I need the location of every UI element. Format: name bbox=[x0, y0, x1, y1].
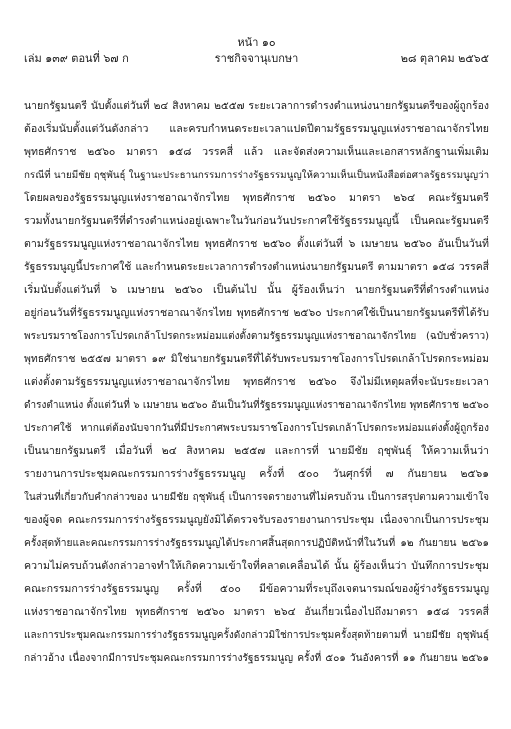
text-line: กล่าวอ้าง เนื่องจากมีการประชุมคณะกรรมการร่างรัฐธรรมนูญ ครั้งที่ ๕๐๑ วันอังคารที่ ๑๑ กันยายน ๒๕๖๑ bbox=[24, 653, 489, 664]
text-line: เริ่มนับตั้งแต่วันที่ ๖ เมษายน ๒๕๖๐ เป็นต้นไป นั้น ผู้ร้องเห็นว่า นายกรัฐมนตรีที่ดำรงตำแหน่ง bbox=[24, 284, 489, 296]
volume-issue: เล่ม ๑๓๙ ตอนที่ ๖๗ ก bbox=[24, 52, 129, 65]
text-line: นายกรัฐมนตรี นับตั้งแต่วันที่ ๒๔ สิงหาคม ๒๕๕๗ ระยะเวลาการดำรงตำแหน่งนายกรัฐมนตรีของผู้ถูกร้อง bbox=[24, 100, 489, 112]
header-row bbox=[24, 51, 489, 66]
page-number: หน้า ๑๐ bbox=[237, 36, 276, 49]
text-line: ของผู้จด คณะกรรมการร่างรัฐธรรมนูญยังมิได้ตรวจรับรองรายงานการประชุม เนื่องจากเป็นการประชุม bbox=[24, 514, 489, 526]
text-line: อยู่ก่อนวันที่รัฐธรรมนูญแห่งราชอาณาจักรไทย พุทธศักราช ๒๕๖๐ ประกาศใช้เป็นนายกรัฐมนตรีที่ได้รับ bbox=[24, 307, 489, 319]
text-line: รวมทั้งนายกรัฐมนตรีที่ดำรงตำแหน่งอยู่เฉพาะในวันก่อนวันประกาศใช้รัฐธรรมนูญนี้ เป็นคณะรัฐมนตรี bbox=[24, 215, 489, 227]
text-line: ดำรงตำแหน่ง ตั้งแต่วันที่ ๖ เมษายน ๒๕๖๐ อันเป็นวันที่รัฐธรรมนูญแห่งราชอาณาจักรไทย พุทธศักราช ๒๕๖๐ bbox=[24, 400, 489, 411]
text-line: ตามรัฐธรรมนูญแห่งราชอาณาจักรไทย พุทธศักราช ๒๕๖๐ ตั้งแต่วันที่ ๖ เมษายน ๒๕๖๐ อันเป็นวันที่ bbox=[24, 238, 489, 250]
body-text bbox=[24, 95, 489, 670]
page-header bbox=[24, 36, 489, 70]
publication-date: ๒๘ ตุลาคม ๒๕๖๕ bbox=[400, 52, 489, 65]
text-line: โดยผลของรัฐธรรมนูญแห่งราชอาณาจักรไทย พุทธศักราช ๒๕๖๐ มาตรา ๒๖๔ คณะรัฐมนตรี bbox=[24, 192, 489, 204]
text-line: ต้องเริ่มนับตั้งแต่วันดังกล่าว และครบกำหนดระยะเวลาแปดปีตามรัฐธรรมนูญแห่งราชอาณาจักรไทย bbox=[24, 123, 489, 135]
text-line: พุทธศักราช ๒๕๖๐ มาตรา ๑๕๘ วรรคสี่ แล้ว และจัดส่งความเห็นและเอกสารหลักฐานเพิ่มเติม bbox=[24, 146, 489, 158]
text-line: รายงานการประชุมคณะกรรมการร่างรัฐธรรมนูญ ครั้งที่ ๕๐๐ วันศุกร์ที่ ๗ กันยายน ๒๕๖๑ bbox=[24, 468, 489, 480]
text-line: ในส่วนที่เกี่ยวกับคำกล่าวของ นายมีชัย ฤชุพันธุ์ เป็นการจดรายงานที่ไม่ครบถ้วน เป็นการสรุปตามความเข้าใจ bbox=[24, 492, 489, 503]
text-line: เป็นนายกรัฐมนตรี เมื่อวันที่ ๒๔ สิงหาคม ๒๕๕๗ และการที่ นายมีชัย ฤชุพันธุ์ ให้ความเห็นว่า bbox=[24, 445, 489, 457]
text-line: คณะกรรมการร่างรัฐธรรมนูญ ครั้งที่ ๕๐๐ มีข้อความที่ระบุถึงเจตนารมณ์ของผู้ร่างรัฐธรรมนูญ bbox=[24, 583, 489, 595]
text-line: และการประชุมคณะกรรมการร่างรัฐธรรมนูญครั้งดังกล่าวมิใช่การประชุมครั้งสุดท้ายตามที่ นายมีชัย ฤชุพันธุ์ bbox=[24, 630, 489, 641]
text-line: ประกาศใช้ หากแต่ต้องนับจากวันที่มีประกาศพระบรมราชโองการโปรดเกล้าโปรดกระหม่อมแต่งตั้งผู้ถูกร้อง bbox=[24, 423, 489, 434]
text-line: ความไม่ครบถ้วนดังกล่าวอาจทำให้เกิดความเข้าใจที่คลาดเคลื่อนได้ นั้น ผู้ร้องเห็นว่า บันทึกการประชุม bbox=[24, 560, 489, 572]
text-line: ครั้งสุดท้ายและคณะกรรมการร่างรัฐธรรมนูญได้ประกาศสิ้นสุดการปฏิบัติหน้าที่ในวันที่ ๑๒ กันยายน ๒๕๖๑ bbox=[24, 538, 489, 549]
text-line: กรณีที่ นายมีชัย ฤชุพันธุ์ ในฐานะประธานกรรมการร่างรัฐธรรมนูญให้ความเห็นเป็นหนังสือต่อศาลรัฐธรรมนูญว่า bbox=[24, 170, 489, 181]
text-line: แห่งราชอาณาจักรไทย พุทธศักราช ๒๕๖๐ มาตรา ๒๖๔ อันเกี่ยวเนื่องไปถึงมาตรา ๑๕๘ วรรคสี่ bbox=[24, 606, 489, 618]
text-line: แต่งตั้งตามรัฐธรรมนูญแห่งราชอาณาจักรไทย พุทธศักราช ๒๕๖๐ จึงไม่มีเหตุผลที่จะนับระยะเวลา bbox=[24, 376, 489, 388]
publication-name: ราชกิจจานุเบกษา bbox=[214, 52, 299, 65]
text-line: พระบรมราชโองการโปรดเกล้าโปรดกระหม่อมแต่งตั้งตามรัฐธรรมนูญแห่งราชอาณาจักรไทย (ฉบับชั่วคราว) bbox=[24, 331, 489, 342]
text-line: พุทธศักราช ๒๕๕๗ มาตรา ๑๙ มิใช่นายกรัฐมนตรีที่ได้รับพระบรมราชโองการโปรดเกล้าโปรดกระหม่อม bbox=[24, 353, 489, 365]
text-line: รัฐธรรมนูญนี้ประกาศใช้ และกำหนดระยะเวลาการดำรงตำแหน่งนายกรัฐมนตรี ตามมาตรา ๑๕๘ วรรคสี่ bbox=[24, 261, 489, 273]
